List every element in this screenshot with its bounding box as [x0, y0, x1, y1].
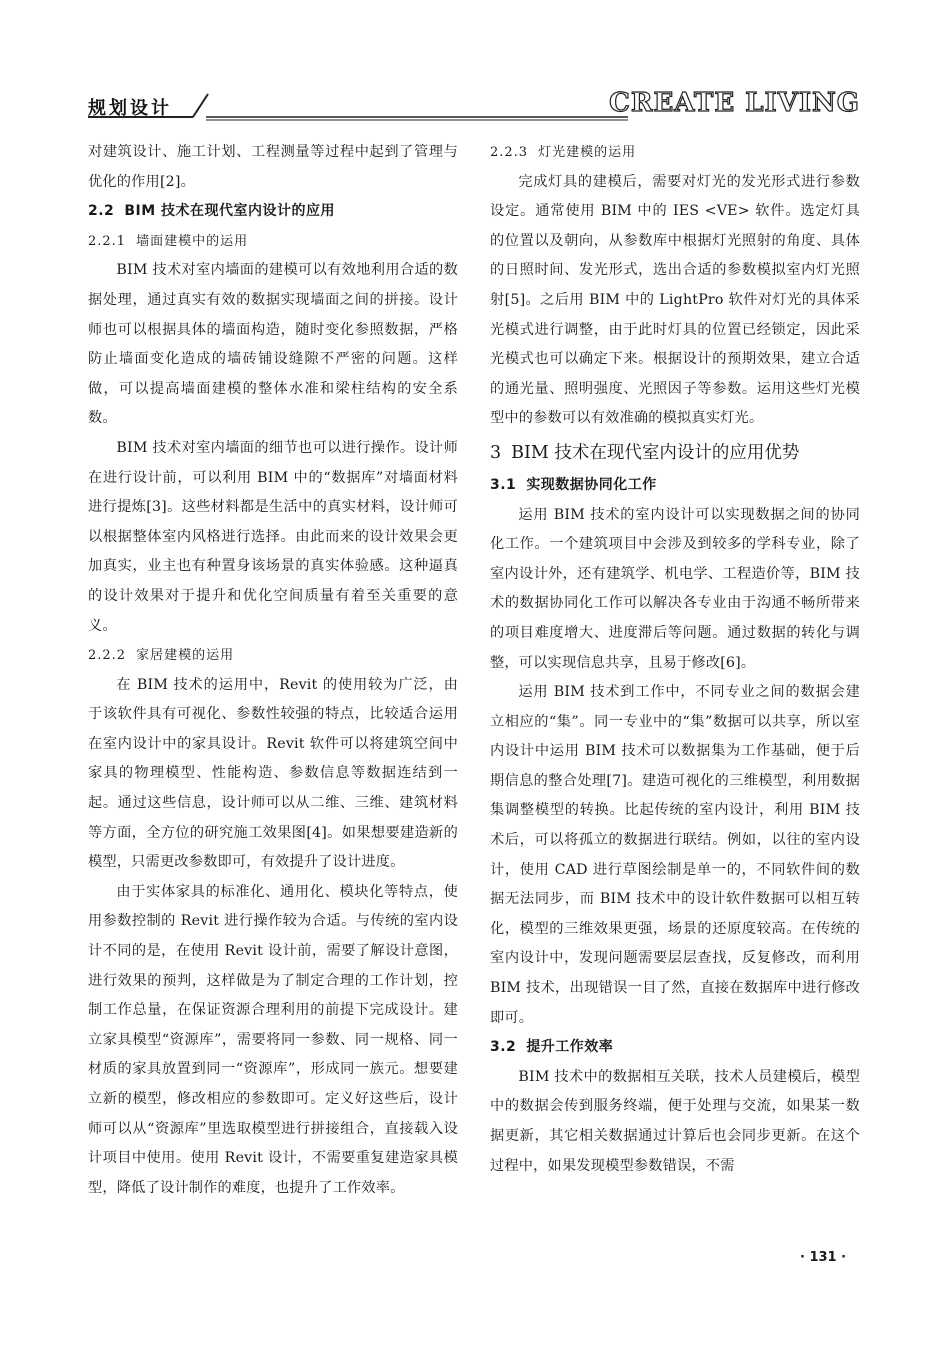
paragraph: 对建筑设计、施工计划、工程测量等过程中起到了管理与优化的作用[2]。 — [88, 144, 458, 190]
section-heading-3-2 — [490, 1033, 860, 1063]
right-column — [490, 138, 860, 1181]
heading-number: 2.2.3 — [490, 145, 529, 160]
heading-number: 3 — [490, 442, 502, 463]
subsection-heading-2-2-2 — [88, 641, 458, 671]
heading-number: 3.1 — [490, 476, 517, 493]
page-number: · 131 · — [800, 1250, 847, 1265]
left-column — [88, 138, 458, 1203]
heading-number: 2.2.2 — [88, 648, 127, 664]
paragraph: 在 BIM 技术的运用中，Revit 的使用较为广泛，由于该软件具有可视化、参数性较强的特点，比较适合运用在室内设计中的家具设计。Revit 软件可以将建筑空间中家具的物理模型、性能构造、参数信息等数据连结到一起。通过这些信息，设计师可以从二维、三维、建筑材料等方面，全方位的研究施工效果图[4]。如果想要建造新的模型，只需更改参数即可，有效提升了设计进度。 — [88, 676, 458, 871]
paragraph: 由于实体家具的标准化、通用化、模块化等特点，使用参数控制的 Revit 进行操作较为合适。与传统的室内设计不同的是，在使用 Revit 设计前，需要了解设计意图，进行效果的预判，这样做是为了制定合理的工作计划，控制工作总量，在保证资源合理利用的前提下完成设计。建立家具模型“资源库”，需要将同一参数、同一规格、同一材质的家具放置到同一“资源库”，形成同一族元。想要建立新的模型，修改相应的参数即可。定义好这些后，设计师可以从“资源库”里选取模型进行拼接组合，直接载入设计项目中使用。使用 Revit 设计，不需要重复建造家具模型，降低了设计制作的难度，也提升了工作效率。 — [88, 883, 458, 1196]
paragraph: 运用 BIM 技术到工作中，不同专业之间的数据会建立相应的“集”。同一专业中的“集”数据可以共享，所以室内设计中运用 BIM 技术可以数据集为工作基础，便于后期信息的整合处理[7]。建造可视化的三维模型，利用数据集调整模型的转换。比起传统的室内设计，利用 BIM 技术后，可以将孤立的数据进行联结。例如，以往的室内设计，使用 CAD 进行草图绘制是单一的，不同软件间的数据无法同步，而 BIM 技术中的设计软件数据可以相互转化，模型的三维效果更强，场景的还原度较高。在传统的室内设计中，发现问题需要层层查找，反复修改，而利用 BIM 技术，出现错误一目了然，直接在数据库中进行修改即可。 — [490, 684, 860, 1026]
section-heading-3-1 — [490, 471, 860, 501]
subsection-heading-2-2-1 — [88, 227, 458, 257]
heading-text: BIM 技术在现代室内设计的应用 — [124, 203, 335, 220]
journal-brand: CREATE LIVING — [609, 88, 860, 118]
section-heading-2-2 — [88, 197, 458, 227]
heading-number: 3.2 — [490, 1039, 517, 1056]
paragraph: BIM 技术中的数据相互关联，技术人员建模后，模型中的数据会传到服务终端，便于处理与交流，如果某一数据更新，其它相关数据通过计算后也会同步更新。在这个过程中，如果发现模型参数错误，不需 — [490, 1068, 860, 1174]
paragraph: BIM 技术对室内墙面的建模可以有效地利用合适的数据处理，通过真实有效的数据实现墙面之间的拼接。设计师也可以根据具体的墙面构造，随时变化参照数据，严格防止墙面变化造成的墙砖铺设缝隙不严密的问题。这样做，可以提高墙面建模的整体水准和梁柱结构的安全系数。 — [88, 262, 458, 427]
heading-text: 家居建模的运用 — [136, 648, 235, 664]
section-heading-3 — [490, 438, 860, 469]
heading-text: 灯光建模的运用 — [538, 145, 637, 160]
page-header — [88, 84, 860, 134]
heading-text: 墙面建模中的运用 — [136, 233, 249, 249]
paragraph: BIM 技术对室内墙面的细节也可以进行操作。设计师在进行设计前，可以利用 BIM 中的“数据库”对墙面材料进行提炼[3]。这些材料都是生活中的真实材料，设计师可以根据整体室内风格进行选择。由此而来的设计效果会更加真实，业主也有种置身该场景的真实体验感。这种逼真的设计效果对于提升和优化空间质量有着至关重要的意义。 — [88, 439, 458, 634]
section-label: 规划设计 — [88, 98, 172, 119]
heading-number: 2.2 — [88, 203, 115, 220]
heading-text: BIM 技术在现代室内设计的应用优势 — [511, 442, 800, 463]
subsection-heading-2-2-3 — [490, 138, 860, 168]
paragraph: 完成灯具的建模后，需要对灯光的发光形式进行参数设定。通常使用 BIM 中的 IES <VE> 软件。选定灯具的位置以及朝向，从参数库中根据灯光照射的角度、具体的日照时间、发光形式，选出合适的参数模拟室内灯光照射[5]。之后用 BIM 中的 LightPro 软件对灯光的具体采光模式进行调整，由于此时灯具的位置已经锁定，因此采光模式也可以确定下来。根据设计的预期效果，建立合适的通光量、照明强度、光照因子等参数。运用这些灯光模型中的参数可以有效准确的模拟真实灯光。 — [490, 173, 860, 427]
paragraph: 运用 BIM 技术的室内设计可以实现数据之间的协同化工作。一个建筑项目中会涉及到较多的学科专业，除了室内设计外，还有建筑学、机电学、工程造价等，BIM 技术的数据协同化工作可以解决各专业由于沟通不畅所带来的项目难度增大、进度滞后等问题。通过数据的转化与调整，可以实现信息共享，且易于修改[6]。 — [490, 506, 860, 671]
heading-text: 提升工作效率 — [526, 1039, 614, 1056]
heading-text: 实现数据协同化工作 — [526, 476, 657, 493]
heading-number: 2.2.1 — [88, 233, 127, 249]
